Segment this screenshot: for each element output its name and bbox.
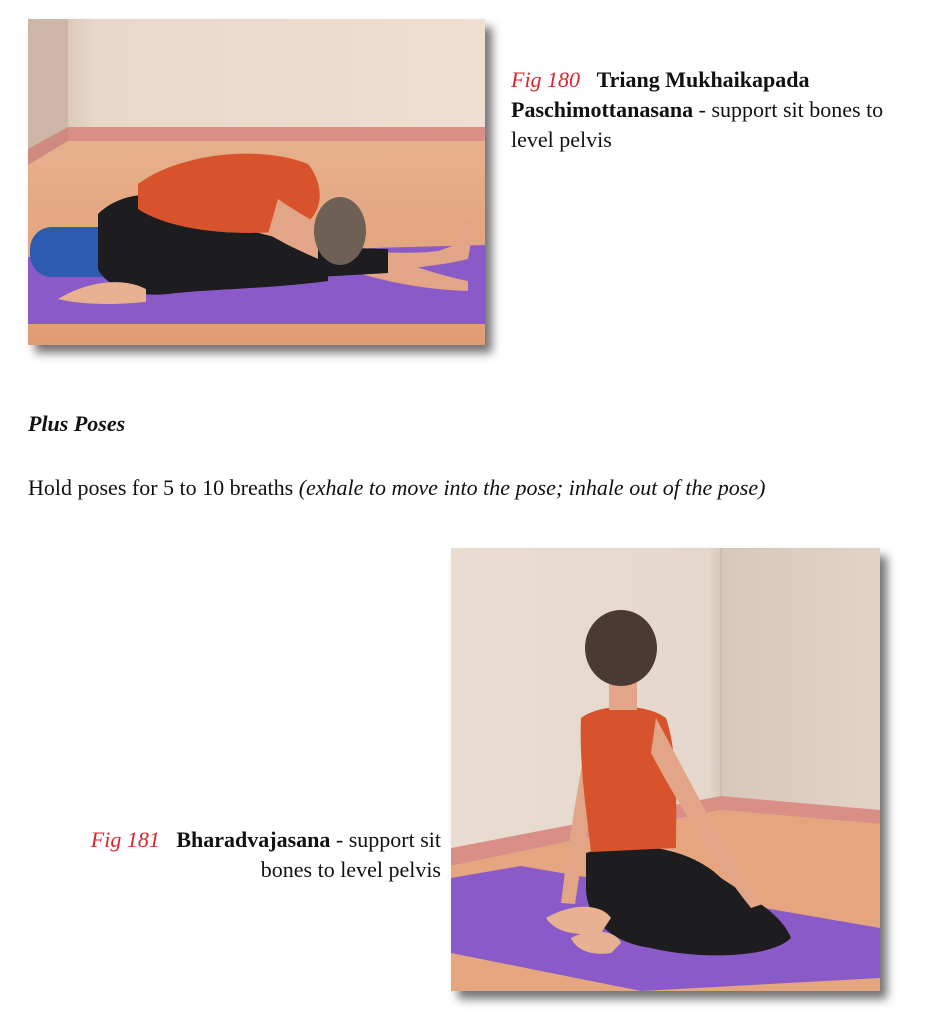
hold-instruction-text: Hold poses for 5 to 10 breaths — [28, 475, 299, 500]
fig-181-pose-name: Bharadvajasana — [176, 827, 331, 852]
fig-181-separator: - — [330, 827, 349, 852]
fig-181-description-line-2: bones to level pelvis — [260, 857, 441, 882]
fig-181-caption — [1, 825, 441, 885]
fig-181-number: Fig 181 — [90, 827, 160, 852]
fig-180-caption — [511, 65, 911, 155]
fig-180-description: support sit bones to level pelvis — [511, 97, 884, 152]
fig-181-caption-line-1 — [1, 825, 441, 855]
fig-180-number: Fig 180 — [511, 67, 581, 92]
hold-instruction — [28, 475, 765, 501]
fig-180-separator: - — [693, 97, 712, 122]
section-heading: Plus Poses — [28, 411, 126, 436]
fig-180-photo — [28, 19, 485, 345]
hold-instruction-note: (exhale to move into the pose; inhale out of the pose) — [298, 475, 766, 500]
fig-180-pose-name: Triang Mukhaikapada Paschimottanasana — [511, 67, 810, 122]
fig-181-photo — [451, 548, 880, 991]
fig-181-description-line-1: support sit — [348, 827, 441, 852]
